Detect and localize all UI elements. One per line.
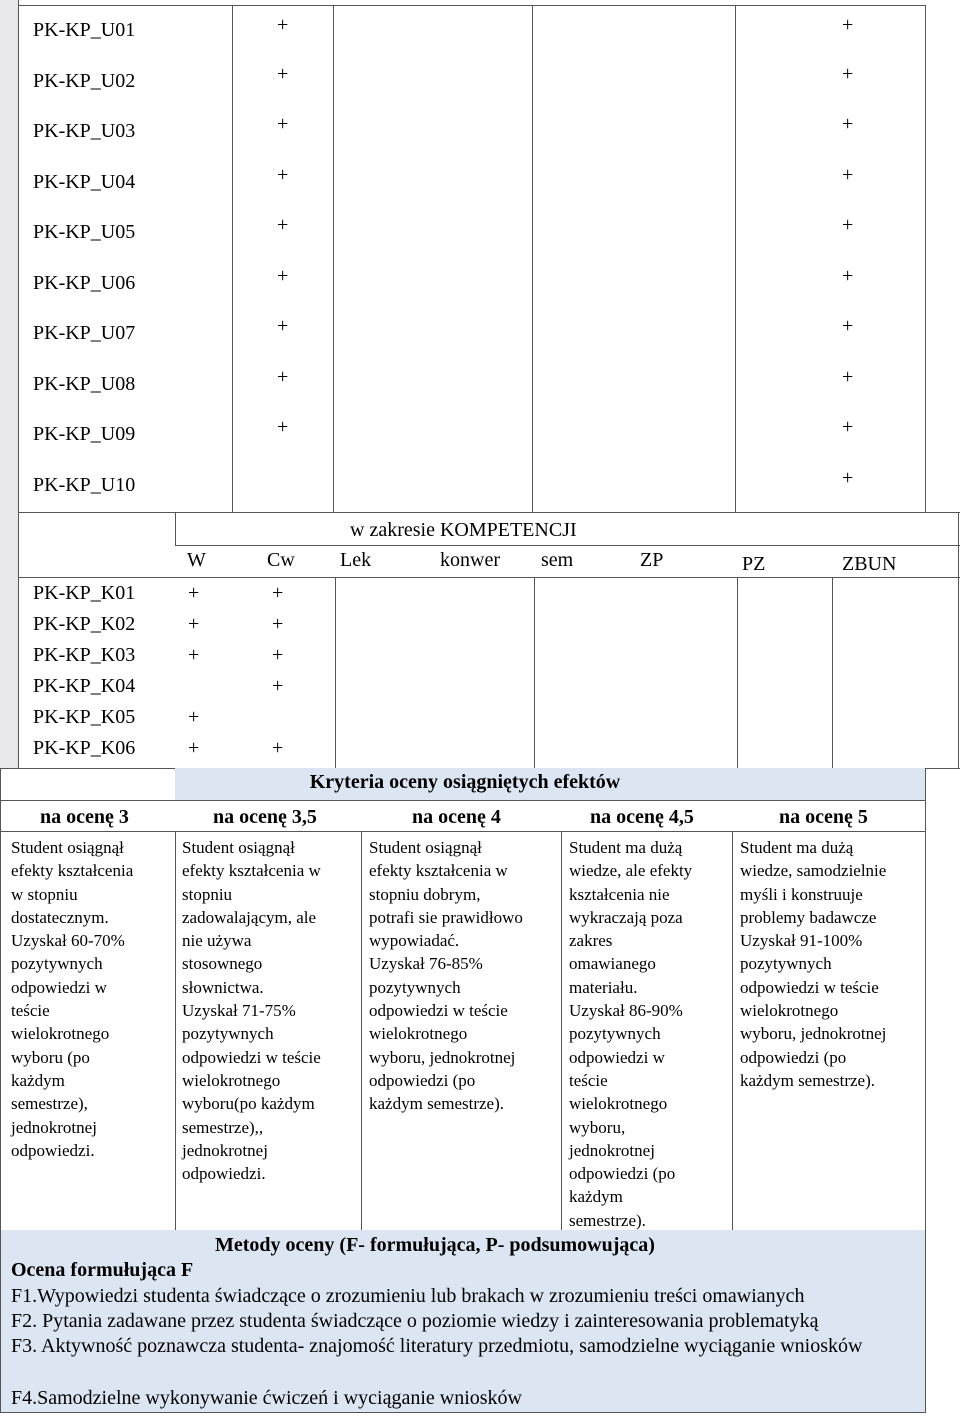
method-item-f2: F2. Pytania zadawane przez studenta świadczące o poziomie wiedzy i zainteresowania problematyką <box>11 1310 819 1332</box>
criteria-line: stosownego <box>182 954 263 974</box>
formative-title: Ocena formułująca F <box>11 1259 194 1281</box>
k-code: PK-KP_K04 <box>33 675 136 697</box>
criteria-line: jednokrotnej <box>11 1117 97 1137</box>
criteria-line: jednokrotnej <box>569 1140 655 1160</box>
criteria-line: wyboru, jednokrotnej <box>369 1047 516 1067</box>
u-code: PK-KP_U05 <box>33 221 136 243</box>
u-zbun-mark: + <box>842 366 854 388</box>
criteria-line: teście <box>11 1001 50 1021</box>
grid-line <box>175 831 176 1230</box>
u-code: PK-KP_U07 <box>33 322 136 344</box>
criteria-line: wielokrotnego <box>182 1070 281 1090</box>
criteria-line: wyboru, jednokrotnej <box>740 1024 887 1044</box>
criteria-line: odpowiedzi w <box>569 1047 665 1067</box>
u-w-mark: + <box>277 315 289 337</box>
grid-line <box>958 512 959 768</box>
criteria-cell-3-5 <box>182 836 358 1185</box>
criteria-line: zakres <box>569 931 613 951</box>
col-header-zp: ZP <box>640 549 664 571</box>
grid-line <box>732 831 733 1230</box>
u-zbun-mark: + <box>842 14 854 36</box>
criteria-line: pozytywnych <box>369 977 461 997</box>
criteria-line: odpowiedzi w teście <box>369 1001 508 1021</box>
u-w-mark: + <box>277 113 289 135</box>
u-code: PK-KP_U03 <box>33 120 136 142</box>
grid-line <box>925 5 926 512</box>
criteria-cell-5 <box>740 836 924 1092</box>
grade-header-4-5: na ocenę 4,5 <box>590 806 694 828</box>
criteria-line: wykraczają poza <box>569 907 683 927</box>
k-w-mark: + <box>188 613 200 635</box>
criteria-line: każdym <box>569 1187 623 1207</box>
criteria-line: wielokrotnego <box>369 1024 468 1044</box>
criteria-line: wiedze, samodzielnie <box>740 861 887 881</box>
u-code: PK-KP_U10 <box>33 474 136 496</box>
criteria-line: Uzyskał 71-75% <box>182 1001 296 1021</box>
u-w-mark: + <box>277 265 289 287</box>
k-code: PK-KP_K05 <box>33 706 136 728</box>
criteria-cell-3 <box>11 836 171 1162</box>
u-w-mark: + <box>277 416 289 438</box>
criteria-line: każdym semestrze). <box>369 1094 504 1114</box>
metody-title: Metody oceny (F- formułująca, P- podsumowująca) <box>215 1234 655 1256</box>
criteria-line: Student ma dużą <box>569 838 683 857</box>
u-zbun-mark: + <box>842 315 854 337</box>
criteria-line: semestrze), <box>11 1094 88 1114</box>
kryteria-title: Kryteria oceny osiągniętych efektów <box>309 771 621 793</box>
u-zbun-mark: + <box>842 416 854 438</box>
kompetencje-title: w zakresie KOMPETENCJI <box>350 519 577 541</box>
criteria-line: Uzyskał 91-100% <box>740 931 863 951</box>
criteria-line: każdym semestrze). <box>740 1070 875 1090</box>
u-code: PK-KP_U08 <box>33 373 136 395</box>
grid-line <box>0 1230 1 1413</box>
col-header-lek: Lek <box>340 549 372 571</box>
criteria-line: stopniu <box>182 884 233 904</box>
criteria-line: semestrze). <box>569 1210 646 1230</box>
k-cw-mark: + <box>272 613 284 635</box>
criteria-line: efekty kształcenia <box>11 861 134 881</box>
criteria-line: Student osiągnął <box>182 838 295 857</box>
u-w-mark: + <box>277 214 289 236</box>
criteria-line: stopniu dobrym, <box>369 884 481 904</box>
grade-header-4: na ocenę 4 <box>412 806 501 828</box>
criteria-line: pozytywnych <box>569 1024 661 1044</box>
criteria-line: wyboru, <box>569 1117 626 1137</box>
grid-line <box>737 577 738 768</box>
u-zbun-mark: + <box>842 467 854 489</box>
criteria-line: efekty kształcenia w <box>369 861 508 881</box>
grid-line <box>925 1230 926 1413</box>
u-zbun-mark: + <box>842 214 854 236</box>
grid-line <box>0 1412 926 1413</box>
criteria-line: teście <box>569 1070 608 1090</box>
grid-line <box>335 577 336 768</box>
k-w-mark: + <box>188 582 200 604</box>
grade-header-5: na ocenę 5 <box>779 806 868 828</box>
criteria-line: odpowiedzi (po <box>369 1070 476 1090</box>
left-margin-bar <box>0 0 18 768</box>
criteria-line: odpowiedzi w teście <box>182 1047 321 1067</box>
criteria-line: Student ma dużą <box>740 838 854 857</box>
k-code: PK-KP_K01 <box>33 582 136 604</box>
criteria-line: wielokrotnego <box>740 1001 839 1021</box>
col-header-sem: sem <box>541 549 574 571</box>
u-w-mark: + <box>277 14 289 36</box>
u-code: PK-KP_U09 <box>33 423 136 445</box>
criteria-line: odpowiedzi (po <box>569 1164 676 1184</box>
grade-header-3-5: na ocenę 3,5 <box>213 806 317 828</box>
criteria-line: odpowiedzi. <box>182 1164 266 1184</box>
grid-line <box>18 5 925 6</box>
k-cw-mark: + <box>272 737 284 759</box>
grid-line <box>232 5 233 512</box>
col-header-cw: Cw <box>267 549 295 571</box>
criteria-line: Uzyskał 60-70% <box>11 931 125 951</box>
left-margin-line <box>18 0 19 768</box>
criteria-line: dostatecznym. <box>11 907 109 927</box>
u-code: PK-KP_U06 <box>33 272 136 294</box>
k-code: PK-KP_K03 <box>33 644 136 666</box>
grade-header-3: na ocenę 3 <box>40 806 129 828</box>
col-header-pz: PZ <box>742 553 766 575</box>
grid-line <box>0 831 926 832</box>
grid-line <box>361 831 362 1230</box>
k-w-mark: + <box>188 737 200 759</box>
k-cw-mark: + <box>272 675 284 697</box>
grid-line <box>175 512 176 545</box>
u-code: PK-KP_U01 <box>33 19 136 41</box>
grid-line <box>0 800 926 801</box>
criteria-line: pozytywnych <box>740 954 832 974</box>
criteria-line: Uzyskał 86-90% <box>569 1001 683 1021</box>
method-item-f4: F4.Samodzielne wykonywanie ćwiczeń i wyciąganie wniosków <box>11 1387 522 1409</box>
method-item-f1: F1.Wypowiedzi studenta świadczące o zrozumieniu lub brakach w zrozumieniu treści omawianych <box>11 1285 805 1307</box>
u-w-mark: + <box>277 164 289 186</box>
u-zbun-mark: + <box>842 164 854 186</box>
grid-line <box>333 5 334 512</box>
criteria-line: wyboru(po każdym <box>182 1094 315 1114</box>
grid-line <box>18 577 960 578</box>
criteria-line: odpowiedzi w teście <box>740 977 879 997</box>
k-code: PK-KP_K02 <box>33 613 136 635</box>
criteria-line: pozytywnych <box>11 954 103 974</box>
criteria-line: Student osiągnął <box>369 838 482 857</box>
criteria-line: odpowiedzi (po <box>740 1047 847 1067</box>
criteria-line: semestrze),, <box>182 1117 264 1137</box>
criteria-line: efekty kształcenia w <box>182 861 321 881</box>
criteria-line: myśli i konstruuje <box>740 884 863 904</box>
method-item-f3: F3. Aktywność poznawcza studenta- znajomość literatury przedmiotu, samodzielne wyciąganie wniosków <box>11 1335 863 1357</box>
u-zbun-mark: + <box>842 63 854 85</box>
criteria-line: odpowiedzi. <box>11 1140 95 1160</box>
criteria-line: w stopniu <box>11 884 78 904</box>
criteria-line: Student osiągnął <box>11 838 124 857</box>
grid-line <box>532 5 533 512</box>
u-code: PK-KP_U02 <box>33 70 136 92</box>
col-header-konwer: konwer <box>440 549 500 571</box>
grid-line <box>561 831 562 1230</box>
k-cw-mark: + <box>272 582 284 604</box>
criteria-line: wypowiadać. <box>369 931 460 951</box>
criteria-line: słownictwa. <box>182 977 264 997</box>
k-w-mark: + <box>188 644 200 666</box>
criteria-line: wyboru (po <box>11 1047 90 1067</box>
u-w-mark: + <box>277 366 289 388</box>
grid-line <box>735 5 736 512</box>
criteria-line: każdym <box>11 1070 65 1090</box>
grid-line <box>175 545 960 546</box>
k-w-mark: + <box>188 706 200 728</box>
criteria-cell-4 <box>369 836 559 1116</box>
criteria-line: wiedze, ale efekty <box>569 861 693 881</box>
criteria-line: kształcenia nie <box>569 884 670 904</box>
u-w-mark: + <box>277 63 289 85</box>
grid-line <box>534 577 535 768</box>
criteria-line: materiału. <box>569 977 638 997</box>
criteria-line: wielokrotnego <box>569 1094 668 1114</box>
criteria-line: Uzyskał 76-85% <box>369 954 483 974</box>
col-header-zbun: ZBUN <box>842 553 897 575</box>
criteria-line: omawianego <box>569 954 656 974</box>
criteria-line: wielokrotnego <box>11 1024 110 1044</box>
criteria-line: problemy badawcze <box>740 907 877 927</box>
u-code: PK-KP_U04 <box>33 171 136 193</box>
criteria-cell-4-5 <box>569 836 729 1232</box>
grid-line <box>832 577 833 768</box>
k-cw-mark: + <box>272 644 284 666</box>
u-zbun-mark: + <box>842 113 854 135</box>
criteria-line: zadowalającym, ale <box>182 907 317 927</box>
criteria-line: nie używa <box>182 931 252 951</box>
u-zbun-mark: + <box>842 265 854 287</box>
criteria-line: odpowiedzi w <box>11 977 107 997</box>
k-code: PK-KP_K06 <box>33 737 136 759</box>
criteria-line: pozytywnych <box>182 1024 274 1044</box>
col-header-w: W <box>187 549 206 571</box>
criteria-line: potrafi sie prawidłowo <box>369 907 523 927</box>
criteria-line: jednokrotnej <box>182 1140 268 1160</box>
grid-line <box>18 512 960 513</box>
